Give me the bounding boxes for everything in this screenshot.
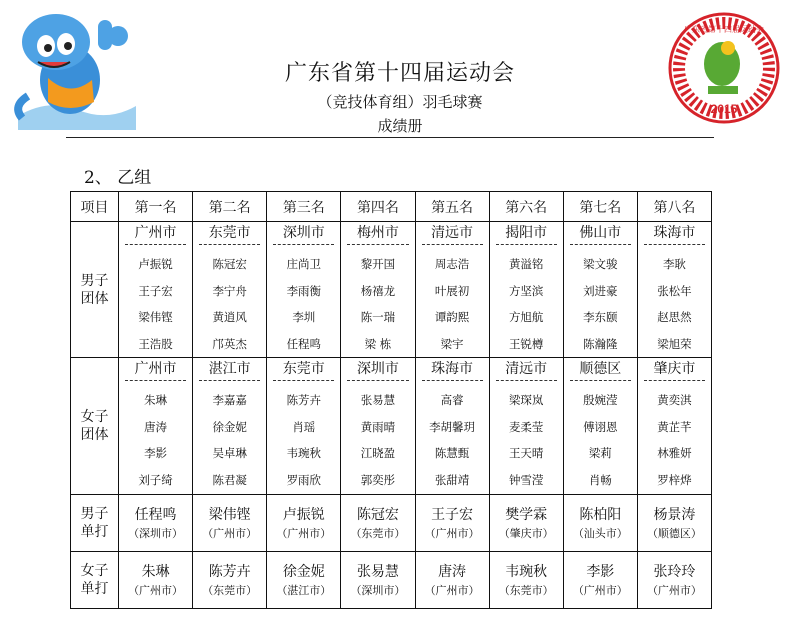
singles-cell bbox=[119, 552, 193, 609]
club-name: 珠海市 bbox=[422, 358, 483, 381]
player-city: （广州市） bbox=[646, 584, 702, 597]
player-city: （广州市） bbox=[128, 584, 184, 597]
column-header: 第一名 bbox=[119, 192, 193, 222]
player-name: 刘子绮 bbox=[138, 472, 173, 487]
club-name: 东莞市 bbox=[273, 358, 334, 381]
player-name: 韦琬秋 bbox=[505, 564, 548, 580]
player-name: 方旭航 bbox=[508, 310, 544, 324]
player-city: （广州市） bbox=[276, 527, 332, 540]
column-header: 项目 bbox=[71, 192, 119, 222]
club-name: 深圳市 bbox=[273, 222, 334, 245]
singles-cell bbox=[489, 495, 563, 552]
player-name: 韦琬秋 bbox=[286, 446, 322, 460]
singles-cell bbox=[563, 552, 637, 609]
player-name: 王子宏 bbox=[138, 283, 173, 298]
table-header-row bbox=[71, 192, 712, 222]
singles-cell bbox=[267, 495, 341, 552]
player-name: 刘进豪 bbox=[583, 283, 618, 298]
column-header: 第七名 bbox=[563, 192, 637, 222]
player-name: 王锐樽 bbox=[508, 336, 544, 351]
player-name: 傅诩恩 bbox=[583, 419, 618, 434]
emblem-text: 广东省第十四届运动会 bbox=[684, 25, 764, 34]
team-cell bbox=[267, 358, 341, 495]
player-name: 殷婉滢 bbox=[583, 393, 618, 407]
results-table bbox=[70, 191, 712, 609]
player-name: 林雅妍 bbox=[657, 446, 692, 460]
player-name: 钟雪滢 bbox=[508, 472, 544, 487]
womens-singles-row bbox=[71, 552, 712, 609]
player-name: 李圳 bbox=[292, 310, 316, 324]
team-cell bbox=[563, 222, 637, 358]
player-name: 王天晴 bbox=[508, 446, 544, 460]
player-name: 卢振锐 bbox=[138, 257, 173, 271]
mens-team-row bbox=[71, 222, 712, 358]
player-name: 肖畅 bbox=[588, 472, 612, 487]
singles-cell bbox=[637, 552, 711, 609]
club-name: 广州市 bbox=[125, 222, 186, 245]
club-name: 肇庆市 bbox=[644, 358, 705, 381]
player-name: 李胡馨玥 bbox=[429, 419, 476, 434]
singles-cell bbox=[341, 495, 415, 552]
womens-team-row bbox=[71, 358, 712, 495]
singles-cell bbox=[563, 495, 637, 552]
player-name: 梁莉 bbox=[588, 446, 612, 460]
player-name: 梁 栋 bbox=[364, 336, 392, 351]
team-cell bbox=[563, 358, 637, 495]
singles-cell bbox=[267, 552, 341, 609]
player-name: 陈冠宏 bbox=[212, 257, 247, 271]
player-name: 李耿 bbox=[662, 257, 686, 271]
category-label: 男子单打 bbox=[71, 495, 119, 552]
player-name: 梁琛岚 bbox=[508, 393, 544, 407]
player-name: 黄奕淇 bbox=[657, 393, 692, 407]
player-city: （广州市） bbox=[572, 584, 628, 597]
team-cell bbox=[637, 358, 711, 495]
player-name: 梁旭荣 bbox=[657, 336, 692, 351]
player-name: 肖瑶 bbox=[292, 419, 316, 434]
singles-cell bbox=[415, 552, 489, 609]
player-name: 庄尚卫 bbox=[286, 257, 322, 271]
player-name: 麦柔莹 bbox=[508, 419, 544, 434]
singles-cell bbox=[637, 495, 711, 552]
club-name: 清远市 bbox=[496, 358, 557, 381]
player-name: 郭奕彤 bbox=[360, 472, 396, 487]
player-name: 王浩股 bbox=[138, 336, 173, 351]
header-divider bbox=[66, 137, 714, 138]
player-name: 李嘉嘉 bbox=[212, 393, 247, 407]
player-name: 谭韵熙 bbox=[434, 310, 470, 324]
player-city: （深圳市） bbox=[350, 584, 406, 597]
singles-cell bbox=[193, 495, 267, 552]
player-name: 黄雨晴 bbox=[360, 419, 396, 434]
club-name: 佛山市 bbox=[570, 222, 631, 245]
player-name: 邝英杰 bbox=[212, 336, 247, 351]
player-name: 陈芳卉 bbox=[286, 393, 322, 407]
player-name: 李影 bbox=[586, 564, 615, 580]
player-city: （汕头市） bbox=[572, 527, 628, 540]
column-header: 第六名 bbox=[489, 192, 563, 222]
player-name: 樊学霖 bbox=[505, 507, 548, 523]
player-name: 张易慧 bbox=[356, 564, 399, 580]
player-name: 陈冠宏 bbox=[356, 507, 399, 523]
player-name: 叶展初 bbox=[434, 283, 470, 298]
player-name: 陈瀚隆 bbox=[583, 336, 618, 351]
club-name: 东莞市 bbox=[199, 222, 260, 245]
player-name: 梁伟铿 bbox=[208, 507, 251, 523]
player-city: （深圳市） bbox=[128, 527, 184, 540]
singles-cell bbox=[119, 495, 193, 552]
category-label: 女子单打 bbox=[71, 552, 119, 609]
column-header: 第四名 bbox=[341, 192, 415, 222]
club-name: 清远市 bbox=[422, 222, 483, 245]
player-name: 吴卓琳 bbox=[212, 446, 247, 460]
club-name: 顺德区 bbox=[570, 358, 631, 381]
player-city: （湛江市） bbox=[276, 584, 332, 597]
player-name: 梁文骏 bbox=[583, 257, 618, 271]
category-label: 女子团体 bbox=[71, 358, 119, 495]
player-name: 任程鸣 bbox=[286, 336, 322, 351]
player-name: 黎开国 bbox=[360, 257, 396, 271]
mens-singles-row bbox=[71, 495, 712, 552]
column-header: 第八名 bbox=[637, 192, 711, 222]
player-name: 高睿 bbox=[440, 393, 464, 407]
player-name: 杨禧龙 bbox=[360, 283, 396, 298]
team-cell bbox=[119, 358, 193, 495]
player-city: （东莞市） bbox=[202, 584, 258, 597]
club-name: 珠海市 bbox=[644, 222, 705, 245]
player-name: 朱琳 bbox=[141, 564, 170, 580]
player-name: 陈慧甄 bbox=[434, 446, 470, 460]
player-name: 江晓盈 bbox=[360, 446, 396, 460]
player-name: 陈芳卉 bbox=[208, 564, 251, 580]
club-name: 深圳市 bbox=[347, 358, 408, 381]
player-name: 李东颐 bbox=[583, 310, 618, 324]
player-name: 李雨衡 bbox=[286, 283, 322, 298]
player-name: 方坚滨 bbox=[508, 283, 544, 298]
player-name: 罗雨欣 bbox=[286, 472, 322, 487]
document-title: 广东省第十四届运动会 bbox=[284, 61, 515, 86]
club-name: 湛江市 bbox=[199, 358, 260, 381]
column-header: 第二名 bbox=[193, 192, 267, 222]
player-name: 张易慧 bbox=[360, 393, 396, 407]
singles-cell bbox=[489, 552, 563, 609]
player-name: 杨景涛 bbox=[653, 507, 696, 523]
team-cell bbox=[489, 222, 563, 358]
player-name: 卢振锐 bbox=[282, 507, 325, 523]
player-city: （顺德区） bbox=[646, 527, 702, 540]
player-name: 黄逍风 bbox=[212, 310, 247, 324]
singles-cell bbox=[415, 495, 489, 552]
team-cell bbox=[341, 358, 415, 495]
club-name: 梅州市 bbox=[347, 222, 408, 245]
player-name: 唐涛 bbox=[144, 419, 168, 434]
player-name: 李宁舟 bbox=[212, 283, 247, 298]
player-name: 梁伟铿 bbox=[138, 310, 173, 324]
player-name: 李影 bbox=[144, 446, 168, 460]
player-name: 黄芷芊 bbox=[657, 419, 692, 434]
player-city: （广州市） bbox=[202, 527, 258, 540]
player-name: 王子宏 bbox=[431, 507, 474, 523]
player-name: 黄溢铭 bbox=[508, 257, 544, 271]
player-name: 张玲玲 bbox=[653, 564, 696, 580]
player-name: 罗梓烨 bbox=[657, 472, 692, 487]
team-cell bbox=[119, 222, 193, 358]
team-cell bbox=[193, 222, 267, 358]
mascot-dolphin-image bbox=[8, 6, 140, 130]
player-name: 张松年 bbox=[657, 283, 692, 298]
player-city: （东莞市） bbox=[498, 584, 554, 597]
emblem-year: 2015 bbox=[710, 102, 738, 116]
team-cell bbox=[267, 222, 341, 358]
club-name: 揭阳市 bbox=[496, 222, 557, 245]
team-cell bbox=[193, 358, 267, 495]
player-name: 陈君凝 bbox=[212, 472, 247, 487]
team-cell bbox=[637, 222, 711, 358]
games-emblem-logo bbox=[668, 12, 780, 124]
player-name: 赵思然 bbox=[657, 310, 692, 324]
player-name: 陈一瑞 bbox=[360, 310, 396, 324]
document-subtitle: （竞技体育组）羽毛球赛 bbox=[317, 93, 483, 111]
section-heading: 2、 乙组 bbox=[84, 168, 152, 188]
player-name: 朱琳 bbox=[144, 393, 168, 407]
player-name: 徐金妮 bbox=[282, 564, 325, 580]
player-city: （广州市） bbox=[424, 527, 480, 540]
player-name: 张甜靖 bbox=[434, 472, 470, 487]
singles-cell bbox=[193, 552, 267, 609]
team-cell bbox=[415, 222, 489, 358]
team-cell bbox=[415, 358, 489, 495]
document-name: 成绩册 bbox=[377, 117, 423, 135]
player-city: （东莞市） bbox=[350, 527, 406, 540]
singles-cell bbox=[341, 552, 415, 609]
player-name: 梁宇 bbox=[440, 336, 464, 351]
player-name: 周志浩 bbox=[434, 257, 470, 271]
player-city: （肇庆市） bbox=[498, 527, 554, 540]
category-label: 男子团体 bbox=[71, 222, 119, 358]
team-cell bbox=[341, 222, 415, 358]
column-header: 第三名 bbox=[267, 192, 341, 222]
team-cell bbox=[489, 358, 563, 495]
club-name: 广州市 bbox=[125, 358, 186, 381]
player-name: 唐涛 bbox=[438, 564, 467, 580]
player-name: 任程鸣 bbox=[134, 507, 177, 523]
column-header: 第五名 bbox=[415, 192, 489, 222]
player-name: 徐金妮 bbox=[212, 419, 247, 434]
player-name: 陈柏阳 bbox=[579, 507, 622, 523]
player-city: （广州市） bbox=[424, 584, 480, 597]
